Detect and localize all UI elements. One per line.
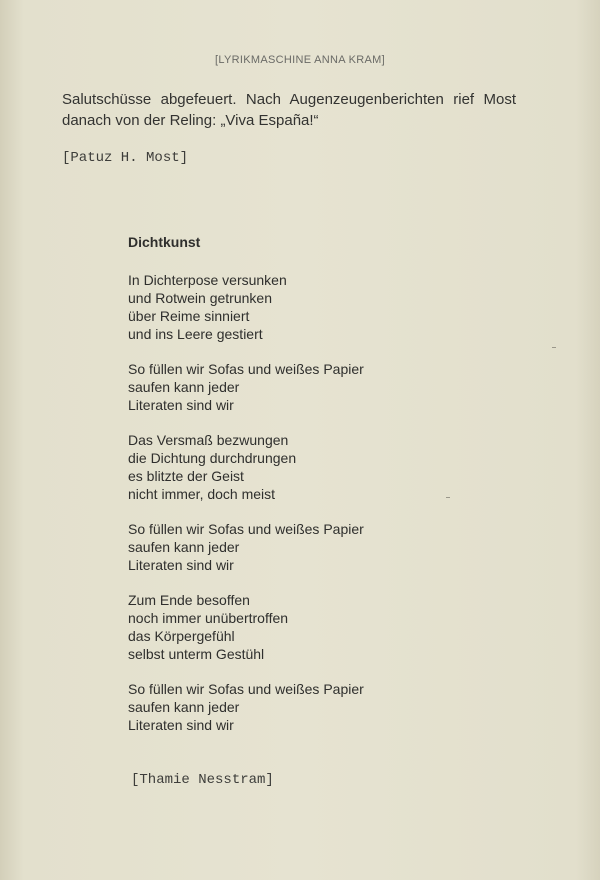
poem-line: Literaten sind wir: [128, 557, 234, 573]
previous-poem-author: [Patuz H. Most]: [62, 150, 189, 166]
poem-stanza: [128, 360, 364, 414]
poem-title: Dichtkunst: [128, 234, 201, 250]
poem-line: und Rotwein getrunken: [128, 290, 272, 306]
poem-line: saufen kann jeder: [128, 379, 240, 395]
poem-stanza: [128, 271, 364, 343]
poem-line: noch immer unübertroffen: [128, 610, 289, 626]
poem-line: saufen kann jeder: [128, 539, 240, 555]
poem-line: Das Versmaß bezwungen: [128, 432, 289, 448]
poem-line: es blitzte der Geist: [128, 468, 244, 484]
prose-line: Salutschüsse abgefeuert. Nach Augenzeugenberichten rief Most: [62, 91, 516, 108]
poem-line: selbst unterm Gestühl: [128, 646, 265, 662]
prose-line: danach von der Reling: „Viva España!“: [62, 112, 319, 129]
poem-stanzas: [128, 271, 364, 734]
poem-line: Literaten sind wir: [128, 397, 234, 413]
poem-line: In Dichterpose versunken: [128, 272, 287, 288]
poem-stanza: [128, 520, 364, 574]
poem-stanza: [128, 591, 364, 663]
poem-line: saufen kann jeder: [128, 699, 240, 715]
poem: [128, 232, 364, 751]
poem-line: So füllen wir Sofas und weißes Papier: [128, 361, 364, 377]
poem-line: und ins Leere gestiert: [128, 326, 263, 342]
poem-line: die Dichtung durchdrungen: [128, 450, 297, 466]
poem-stanza: [128, 680, 364, 734]
poem-line: Literaten sind wir: [128, 717, 234, 733]
poem-line: das Körpergefühl: [128, 628, 235, 644]
poem-line: Zum Ende besoffen: [128, 592, 250, 608]
paper-speck: [446, 497, 450, 498]
prose-paragraph: [62, 89, 516, 131]
paper-speck: [552, 347, 556, 348]
running-head: [LYRIKMASCHINE ANNA KRAM]: [215, 54, 385, 66]
poem-line: So füllen wir Sofas und weißes Papier: [128, 681, 364, 697]
poem-line: So füllen wir Sofas und weißes Papier: [128, 521, 364, 537]
poem-stanza: [128, 431, 364, 503]
poem-author: [Thamie Nesstram]: [131, 772, 274, 788]
poem-line: über Reime sinniert: [128, 308, 250, 324]
poem-line: nicht immer, doch meist: [128, 486, 276, 502]
